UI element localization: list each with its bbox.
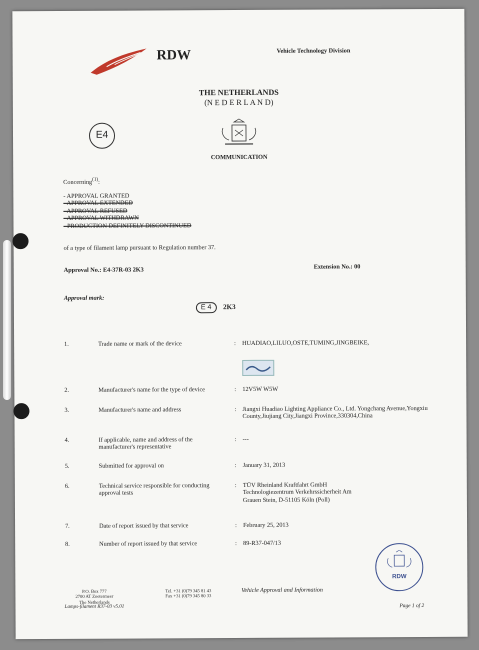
footer-contacts <box>165 588 211 599</box>
footer-vai: Vehicle Approval and Information <box>241 587 323 594</box>
document-page <box>12 9 467 639</box>
row-label: Number of report issued by that service <box>99 540 198 548</box>
table-row: 4. If applicable, name and address of the manufacturer's representative : --- <box>15 435 467 437</box>
fax-number: +31 (0)79 345 80 33 <box>173 593 212 599</box>
table-row: 3. Manufacturer's name and address : Jiangxi Huadiao Lighting Appliance Co., Ltd. Yongchang Avenue,Yongxiu County,Jiujiang City,Jiangxi Province,330304,China <box>14 405 466 407</box>
table-row: 1. Trade name or mark of the device : HUADIAO,LILUO,OSTE,TUMING,JINGBEIKE, <box>14 339 466 341</box>
approval-number: Approval No.: E4-37R-03 2K3 <box>63 266 144 274</box>
stamp-crest-icon <box>386 550 412 572</box>
coat-of-arms-icon <box>219 118 259 150</box>
country-local: (N E D E R L A N D) <box>204 97 274 108</box>
row-label: Technical service responsible for conducting approval tests <box>98 482 210 498</box>
table-row: 6. Technical service responsible for conducting approval tests : TÜV Rheinland Kraftfahrt GmbH Technologiezentrum Verkehrssicherheit Am Grauen Stein, D-51105 Köln (Poll) <box>64 481 352 504</box>
concerning-list <box>63 192 191 230</box>
concerning-label: Concerning$^{(1)}$: <box>63 176 100 186</box>
list-item: - APPROVAL REFUSED <box>63 207 128 215</box>
row-value: HUADIAO,LILUO,OSTE,TUMING,JINGBEIKE, <box>242 339 370 347</box>
row-number: 8. <box>65 540 70 548</box>
fax-label: Fax <box>165 593 173 599</box>
row-value: 89-R37-047/13 <box>243 539 281 547</box>
list-item: - APPROVAL WITHDRAWN <box>63 214 139 223</box>
list-item: - PRODUCTION DEFINITELY DISCONTINUED <box>63 221 192 230</box>
division-name: Vehicle Technology Division <box>276 47 351 55</box>
org-name: RDW <box>156 48 191 64</box>
row-number: 7. <box>65 522 70 530</box>
row-number: 5. <box>64 462 70 470</box>
list-item: - APPROVAL EXTENDED <box>63 199 133 208</box>
brand-logo-image <box>242 360 274 376</box>
tel-number: +31 (0)79 345 81 43 <box>173 588 212 594</box>
row-label: Manufacturer's name for the type of device <box>98 386 205 394</box>
row-value: February 25, 2013 <box>243 521 289 529</box>
approval-mark-label: Approval mark: <box>63 294 105 302</box>
list-item: - APPROVAL GRANTED <box>63 192 130 200</box>
row-value: January 31, 2013 <box>242 461 286 469</box>
row-number: 4. <box>64 436 70 444</box>
row-label: Manufacturer's name and address <box>98 406 182 414</box>
approval-mark-e: E 4 <box>196 302 217 313</box>
binder-clip <box>3 240 11 400</box>
table-row: 7. Date of report issued by that service : February 25, 2013 <box>15 521 467 523</box>
row-number: 2. <box>64 386 70 394</box>
official-stamp <box>375 543 423 591</box>
extension-number: Extension No.: 00 <box>313 263 361 271</box>
table-row: 5. Submitted for approval on : January 31, 2013 <box>15 461 467 463</box>
row-value: Jiangxi Huadiao Lighting Appliance Co., Ltd. Yongchang Avenue,Yongxiu County,Jiujiang City,Jiangxi Province,330304,China <box>242 405 428 421</box>
row-number: 6. <box>64 482 70 490</box>
footer-po: P.O. Box 777 <box>82 588 107 594</box>
table-row: 2. Manufacturer's name for the type of device : 12V5W W5W <box>14 385 466 387</box>
row-value: TÜV Rheinland Kraftfahrt GmbH Technologiezentrum Verkehrssicherheit Am Grauen Stein, D-51105 Köln (Poll) <box>242 481 352 504</box>
row-value: --- <box>242 435 249 443</box>
row-label: Date of report issued by that service <box>99 522 189 530</box>
approval-mark <box>196 302 236 313</box>
approval-mark-code: 2K3 <box>223 303 236 312</box>
row-label: Submitted for approval on <box>98 462 164 470</box>
footer-address <box>59 589 129 611</box>
punch-hole-top <box>13 233 29 249</box>
lamp-type-text: of a type of filament lamp pursuant to Regulation number 37. <box>63 244 216 252</box>
tel-label: Tel. <box>165 588 173 594</box>
doc-type: COMMUNICATION <box>210 153 268 162</box>
footer-country: The Netherlands <box>79 599 110 605</box>
row-label: Trade name or mark of the device <box>98 340 182 348</box>
punch-hole-bottom <box>13 403 29 419</box>
stamp-text: RDW <box>392 574 407 581</box>
row-label: If applicable, name and address of the manufacturer's representative <box>98 436 193 452</box>
row-value: 12V5W W5W <box>242 385 279 393</box>
footer-zip: 2700 AT Zoetermeer <box>75 594 114 600</box>
row-number: 1. <box>64 340 69 348</box>
e4-circle-mark: E4 <box>89 123 115 149</box>
page-indicator: Page 1 of 2 <box>399 603 425 610</box>
country-title: THE NETHERLANDS <box>198 87 279 98</box>
table-row: 8. Number of report issued by that service : 89-R37-047/13 <box>15 539 467 541</box>
row-number: 3. <box>64 406 70 414</box>
footer-form-id: Lamps-filament R37-03 v5.01 <box>64 604 125 611</box>
rdw-logo-icon <box>89 44 149 76</box>
